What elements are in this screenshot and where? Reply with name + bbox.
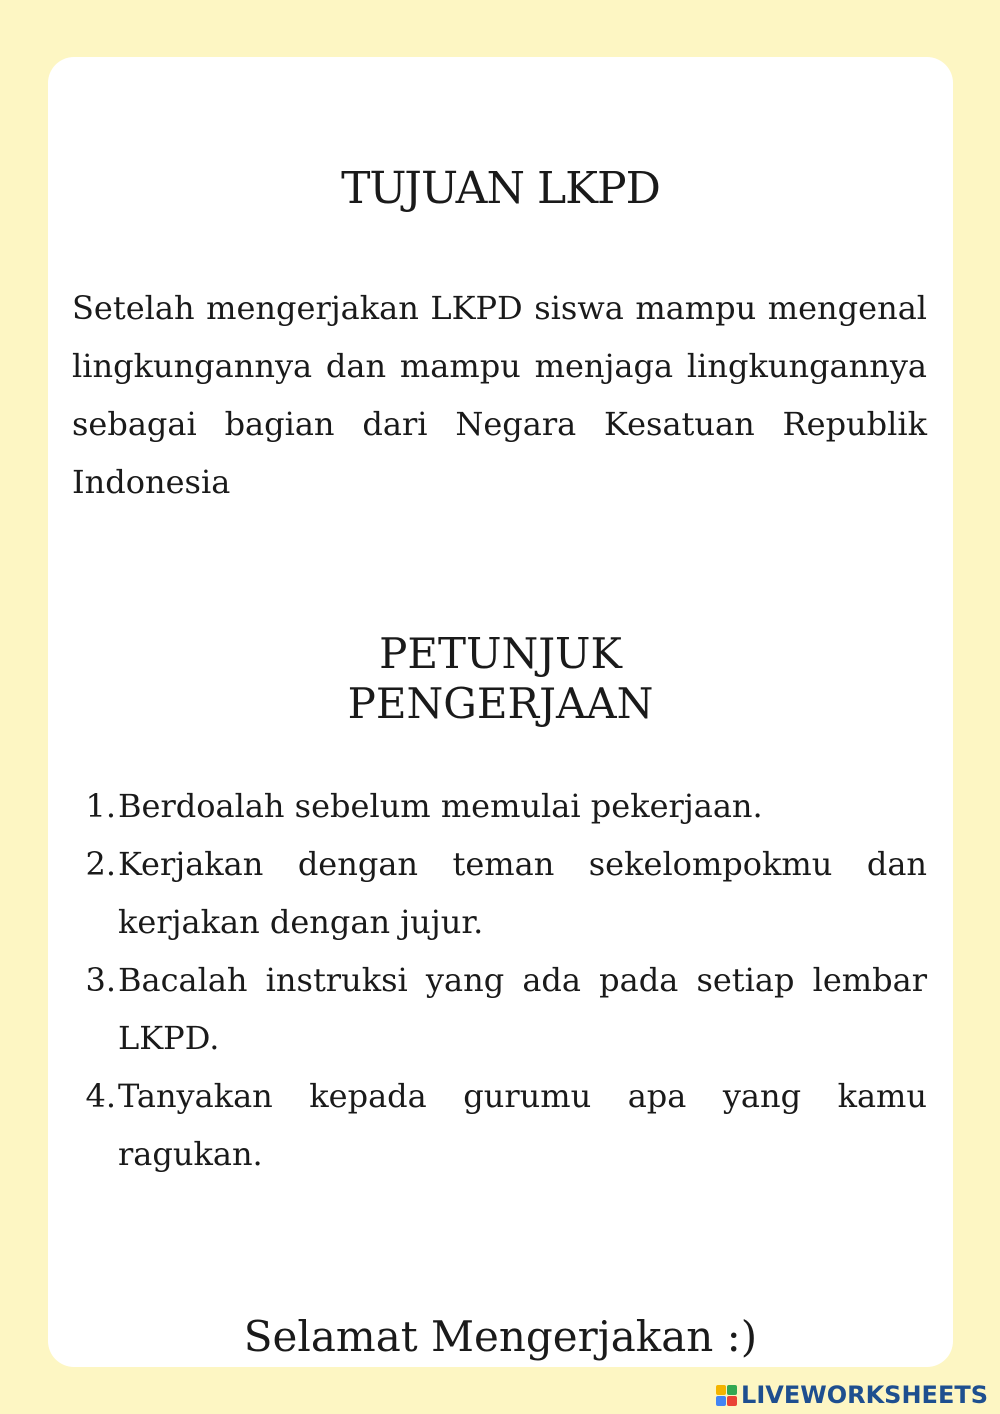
tujuan-title: TUJUAN LKPD <box>341 163 660 214</box>
petunjuk-steps-list <box>72 777 927 1183</box>
step-text: Tanyakan kepada gurumu apa yang kamu ragukan. <box>118 1077 927 1173</box>
step-item <box>72 1067 927 1183</box>
liveworksheets-watermark[interactable] <box>716 1380 988 1410</box>
liveworksheets-logo-icon <box>716 1385 737 1406</box>
step-item <box>72 835 927 951</box>
step-item <box>72 951 927 1067</box>
petunjuk-title <box>48 629 953 729</box>
tujuan-paragraph: Setelah mengerjakan LKPD siswa mampu mengenal lingkungannya dan mampu menjaga lingkungannya sebagai bagian dari Negara Kesatuan Republik Indonesia <box>72 289 927 501</box>
step-text: Berdoalah sebelum memulai pekerjaan. <box>118 787 763 825</box>
step-number: 1. <box>85 787 116 825</box>
step-text: Kerjakan dengan teman sekelompokmu dan kerjakan dengan jujur. <box>118 845 927 941</box>
closing-message: Selamat Mengerjakan :) <box>243 1312 758 1361</box>
step-item <box>72 777 927 835</box>
step-number: 4. <box>85 1077 116 1115</box>
step-number: 2. <box>85 845 116 883</box>
petunjuk-title-line2: PENGERJAAN <box>347 679 654 728</box>
watermark-text: LIVEWORKSHEETS <box>741 1381 988 1409</box>
petunjuk-title-line1: PETUNJUK <box>379 629 622 678</box>
content-card <box>48 57 953 1367</box>
step-number: 3. <box>85 961 116 999</box>
step-text: Bacalah instruksi yang ada pada setiap lembar LKPD. <box>118 961 927 1057</box>
